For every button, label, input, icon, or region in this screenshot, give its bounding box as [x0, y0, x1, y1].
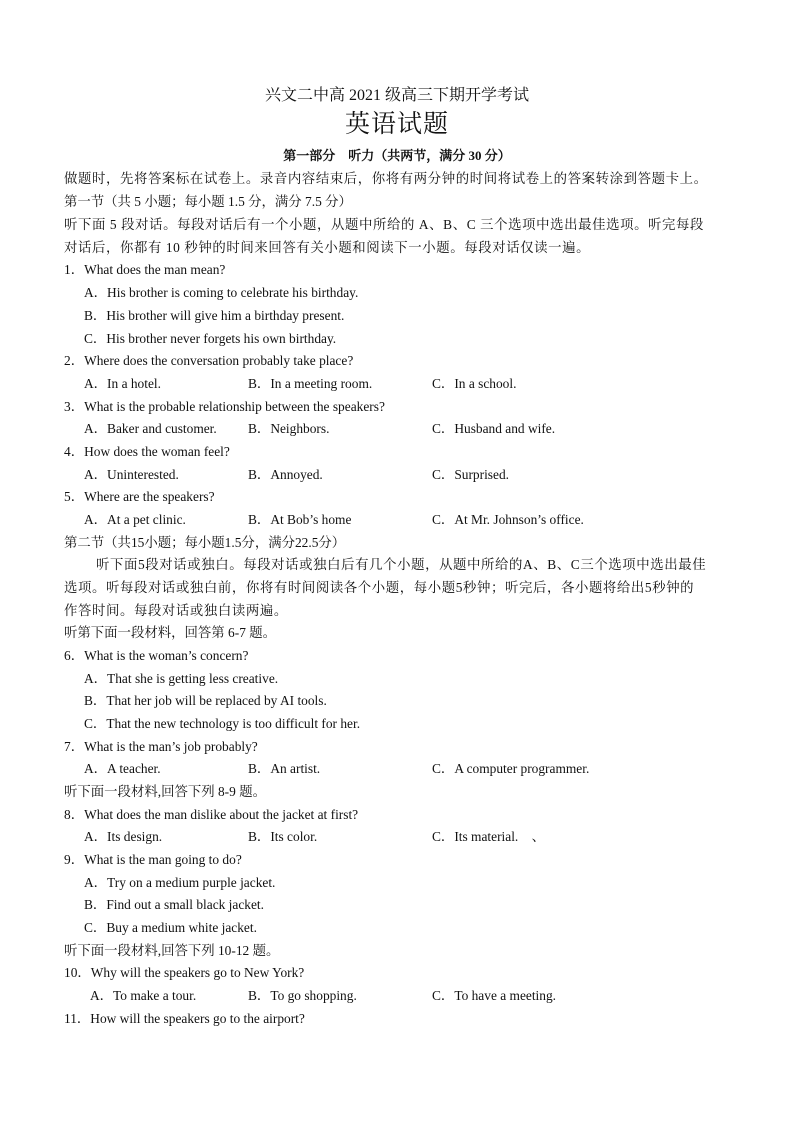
subject-title: 英语试题 [344, 111, 449, 138]
question-9-option-c: C．Buy a medium white jacket. [84, 920, 257, 935]
question-3-option-c: C．Husband and wife. [432, 421, 556, 436]
question-5-stem: 5．Where are the speakers? [64, 489, 215, 504]
question-4-option-a: A．Uninterested. [84, 467, 179, 482]
question-5-option-a: A．At a pet clinic. [84, 512, 186, 527]
question-1-stem: 1．What does the man mean? [64, 262, 226, 277]
question-7-stem: 7．What is the man’s job probably? [64, 739, 258, 754]
question-10-option-b: B．To go shopping. [248, 988, 357, 1003]
section2-directions-line2: 选项。听每段对话或独白前，你将有时间阅读各个小题，每小题5秒钟；听完后，各小题将给出5秒钟的 [64, 580, 695, 595]
question-1-option-a: A．His brother is coming to celebrate his birthday. [84, 285, 359, 300]
question-8-stem: 8．What does the man dislike about the jacket at first? [64, 807, 359, 822]
question-3-option-b: B．Neighbors. [248, 421, 330, 436]
question-10-stem: 10．Why will the speakers go to New York? [64, 965, 305, 980]
question-11-stem: 11．How will the speakers go to the airport? [64, 1011, 305, 1026]
question-7-option-c: C．A computer programmer. [432, 761, 590, 776]
question-6-option-a: A．That she is getting less creative. [84, 671, 279, 686]
question-4-option-b: B．Annoyed. [248, 467, 323, 482]
question-6-option-c: C．That the new technology is too difficult for her. [84, 716, 361, 731]
question-4-option-c: C．Surprised. [432, 467, 509, 482]
question-3-stem: 3．What is the probable relationship between the speakers? [64, 399, 385, 414]
section2-title: 第二节（共15小题；每小题1.5分，满分22.5分） [64, 535, 346, 550]
question-1-option-b: B．His brother will give him a birthday present. [84, 308, 345, 323]
part1-title: 第一部分 听力（共两节，满分 30 分） [283, 148, 511, 163]
section1-directions-line1: 听下面 5 段对话。每段对话后有一个小题，从题中所给的 A、B、C 三个选项中选出最佳选项。听完每段 [64, 217, 705, 232]
question-8-option-c: C．Its material. 、 [432, 829, 546, 844]
question-2-option-a: A．In a hotel. [84, 376, 161, 391]
question-9-stem: 9．What is the man going to do? [64, 852, 242, 867]
question-9-option-b: B．Find out a small black jacket. [84, 897, 264, 912]
question-9-option-a: A．Try on a medium purple jacket. [84, 875, 276, 890]
material-note-6-7: 听第下面一段材料，回答第 6-7 题。 [64, 625, 277, 640]
question-4-stem: 4．How does the woman feel? [64, 444, 230, 459]
material-note-10-12: 听下面一段材料,回答下列 10-12 题。 [64, 943, 280, 958]
question-5-option-c: C．At Mr. Johnson’s office. [432, 512, 584, 527]
question-7-option-a: A．A teacher. [84, 761, 161, 776]
question-2-stem: 2．Where does the conversation probably take place? [64, 353, 354, 368]
question-8-option-a: A．Its design. [84, 829, 163, 844]
question-7-option-b: B．An artist. [248, 761, 321, 776]
question-6-option-b: B．That her job will be replaced by AI tools. [84, 693, 327, 708]
question-8-option-b: B．Its color. [248, 829, 318, 844]
section2-directions-line1: 听下面5段对话或独白。每段对话或独白后有几个小题，从题中所给的A、B、C三个选项中选出最佳 [96, 557, 707, 572]
section1-directions-line2: 对话后，你都有 10 秒钟的时间来回答有关小题和阅读下一小题。每段对话仅读一遍。 [64, 240, 591, 255]
section1-title: 第一节（共 5 小题；每小题 1.5 分，满分 7.5 分） [64, 194, 352, 209]
question-2-option-b: B．In a meeting room. [248, 376, 373, 391]
question-2-option-c: C．In a school. [432, 376, 517, 391]
question-3-option-a: A．Baker and customer. [84, 421, 217, 436]
question-10-option-a: A．To make a tour. [90, 988, 197, 1003]
question-10-option-c: C．To have a meeting. [432, 988, 557, 1003]
question-1-option-c: C．His brother never forgets his own birthday. [84, 331, 337, 346]
question-6-stem: 6．What is the woman’s concern? [64, 648, 249, 663]
general-instructions: 做题时，先将答案标在试卷上。录音内容结束后，你将有两分钟的时间将试卷上的答案转涂到答题卡上。 [64, 171, 708, 186]
section2-directions-line3: 作答时间。每段对话或独白读两遍。 [64, 603, 288, 618]
school-exam-title: 兴文二中高 2021 级高三下期开学考试 [264, 87, 529, 104]
question-5-option-b: B．At Bob’s home [248, 512, 352, 527]
material-note-8-9: 听下面一段材料,回答下列 8-9 题。 [64, 784, 266, 799]
